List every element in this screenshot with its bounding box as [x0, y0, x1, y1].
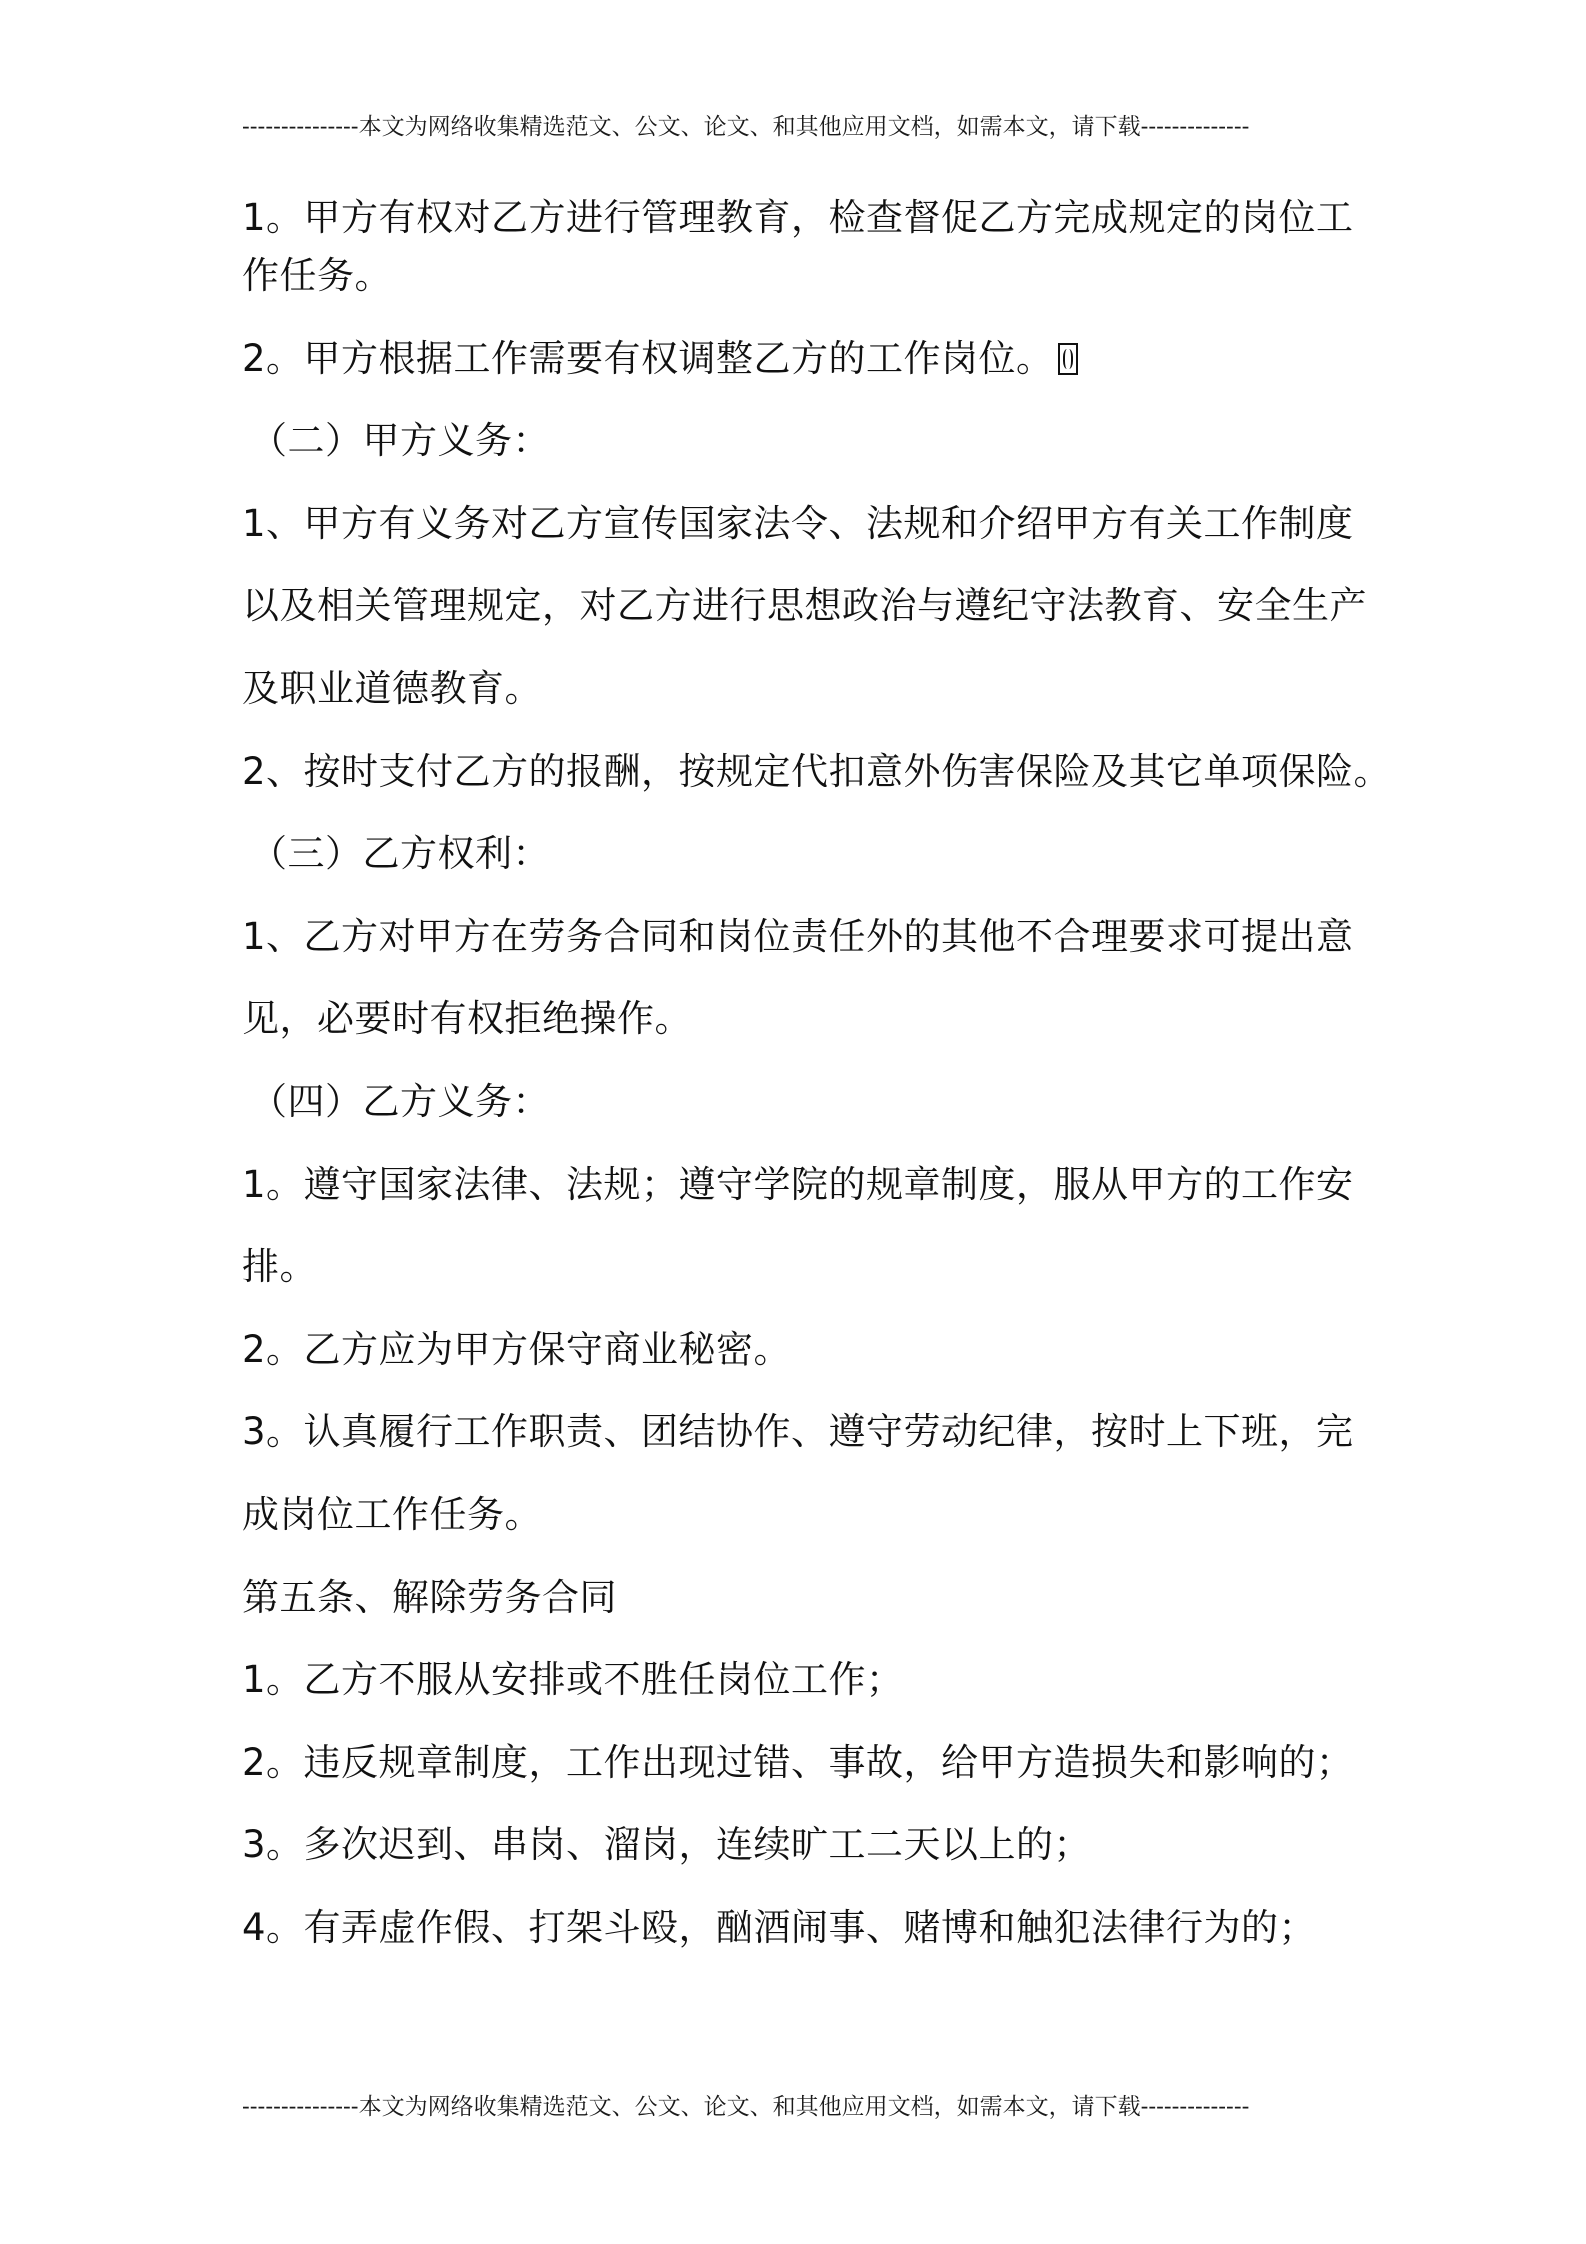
- paragraph-text: 2。甲方根据工作需要有权调整乙方的工作岗位。: [242, 337, 1054, 380]
- paragraph-line: 成岗位工作任务。: [242, 1493, 542, 1536]
- paragraph-line: 3。多次迟到、串岗、溜岗，连续旷工二天以上的；: [242, 1823, 1092, 1866]
- page-footer: ---------------本文为网络收集精选范文、公文、论文、和其他应用文档，如需本文，请下载--------------: [242, 2094, 1250, 2120]
- paragraph-line: 2。乙方应为甲方保守商业秘密。: [242, 1328, 792, 1371]
- paragraph-line: [242, 334, 1078, 384]
- paragraph-line: 4。有弄虚作假、打架斗殴，酗酒闹事、赌博和触犯法律行为的；: [242, 1906, 1317, 1949]
- paragraph-line: 见，必要时有权拒绝操作。: [242, 997, 692, 1040]
- paragraph-line: 以及相关管理规定，对乙方进行思想政治与遵纪守法教育、安全生产: [242, 584, 1367, 627]
- section-heading: （四）乙方义务：: [250, 1080, 550, 1123]
- paragraph-line: 作任务。: [242, 254, 392, 297]
- paragraph-line: 1。遵守国家法律、法规；遵守学院的规章制度，服从甲方的工作安: [242, 1163, 1354, 1206]
- paragraph-line: 1、甲方有义务对乙方宣传国家法令、法规和介绍甲方有关工作制度: [242, 502, 1354, 545]
- section-heading: （二）甲方义务：: [250, 419, 550, 462]
- article-heading: 第五条、解除劳务合同: [242, 1576, 617, 1619]
- paragraph-line: 2。违反规章制度，工作出现过错、事故，给甲方造损失和影响的；: [242, 1741, 1354, 1784]
- paragraph-line: 1。甲方有权对乙方进行管理教育，检查督促乙方完成规定的岗位工: [242, 196, 1354, 239]
- unknown-char-box-icon: [1058, 343, 1078, 375]
- section-heading: （三）乙方权利：: [250, 832, 550, 875]
- paragraph-line: 排。: [242, 1245, 317, 1288]
- paragraph-line: 1。乙方不服从安排或不胜任岗位工作；: [242, 1658, 904, 1701]
- paragraph-line: 2、按时支付乙方的报酬，按规定代扣意外伤害保险及其它单项保险。: [242, 750, 1392, 793]
- paragraph-line: 1、乙方对甲方在劳务合同和岗位责任外的其他不合理要求可提出意: [242, 915, 1354, 958]
- paragraph-line: 3。认真履行工作职责、团结协作、遵守劳动纪律，按时上下班，完: [242, 1410, 1354, 1453]
- paragraph-line: 及职业道德教育。: [242, 667, 542, 710]
- page-header: ---------------本文为网络收集精选范文、公文、论文、和其他应用文档，如需本文，请下载--------------: [242, 114, 1250, 140]
